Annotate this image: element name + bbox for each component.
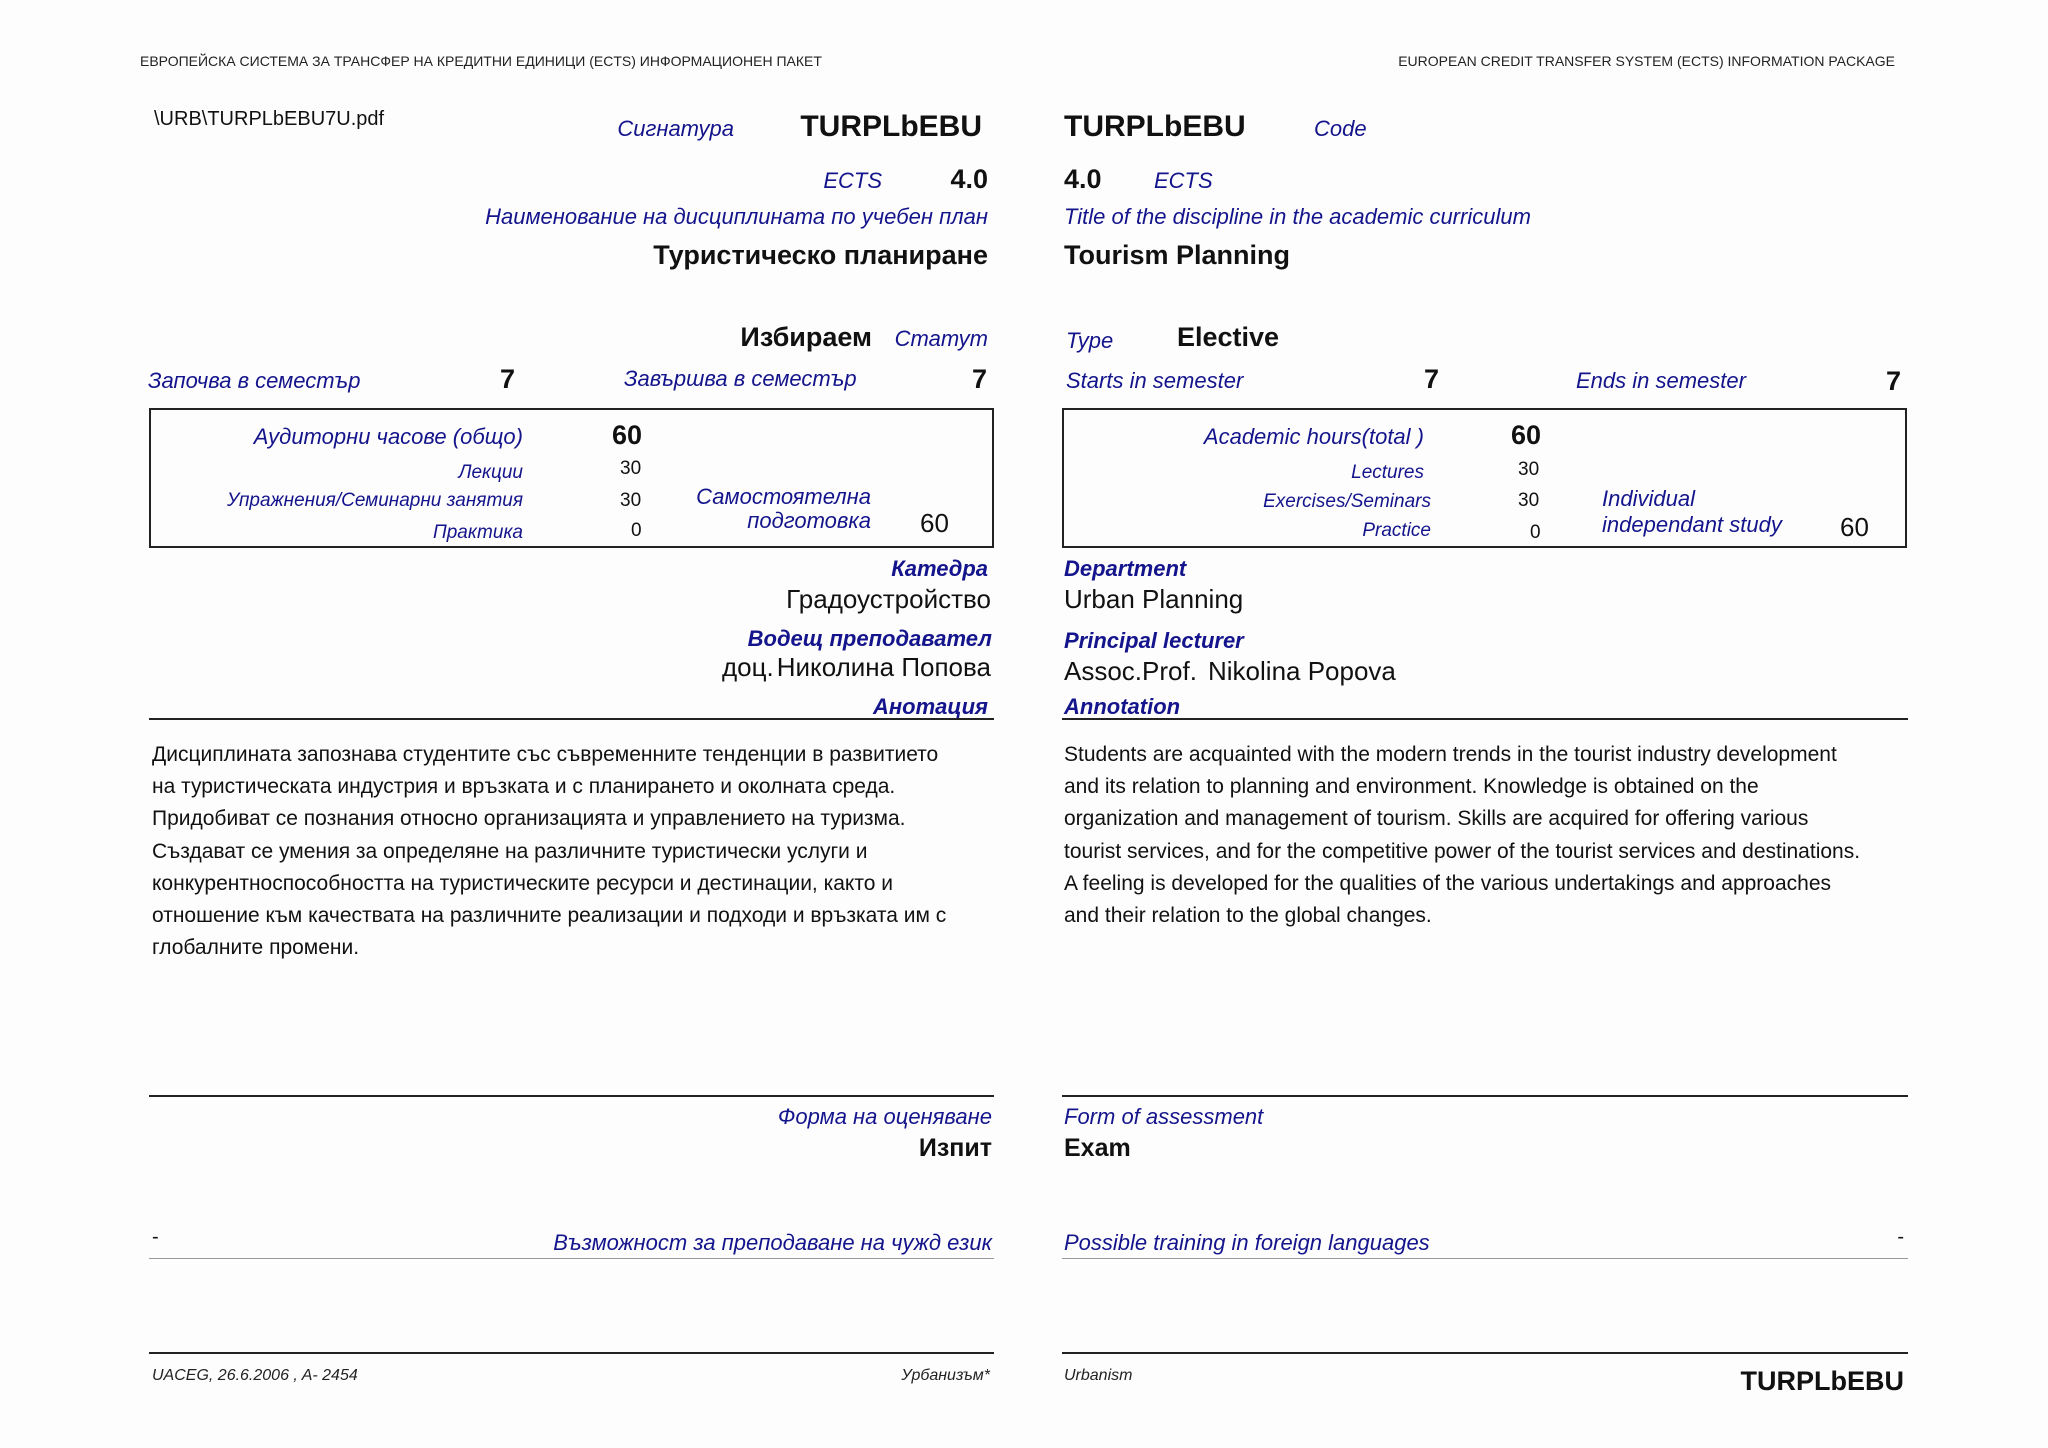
bg-ects: 4.0 <box>950 164 988 194</box>
file-path: \URB\TURPLbEBU7U.pdf <box>154 108 385 130</box>
en-practice-label: Practice <box>1362 520 1431 541</box>
bg-starts: 7 <box>500 364 516 394</box>
en-footer-rule <box>1062 1352 1908 1354</box>
en-code-label: Code <box>1314 116 1367 141</box>
en-annotation: Students are acquainted with the modern trends in the tourist industry development and its relation to planning and environment. Knowledge is obtained on the organization and management of tourism. Skills are acquired for offering various tourist services, and for the competitive power of the tourist services and destinations. A feeling is developed for the qualities of the various undertakings and approaches and their relation to the global changes. <box>1064 743 1861 928</box>
bg-annotation-rule <box>149 718 994 720</box>
en-assessment: Exam <box>1064 1134 1131 1162</box>
en-footer-code: TURPLbEBU <box>1740 1366 1904 1396</box>
en-self-study-label-2: independant study <box>1602 512 1782 537</box>
bg-annotation: Дисциплината запознава студентите със съвременните тенденции в развитието на туристическата индустрия и връзката и с планирането и околната среда. Придобиват се познания относно организацията и управлението на туризма. Създават се умения за определяне на различните туристически услуги и конкурентноспособността на туристическите ресурси и дестинации, както и отношение към качествата на различните реализации и подходи и връзката им с глобалните промени. <box>152 743 947 960</box>
bg-department: Градоустройство <box>786 584 991 614</box>
en-self-study: 60 <box>1840 512 1869 542</box>
bg-lecturer-name: Николина Попова <box>776 652 991 682</box>
en-ends-label: Ends in semester <box>1576 368 1746 393</box>
header-left: ЕВРОПЕЙСКА СИСТЕМА ЗА ТРАНСФЕР НА КРЕДИТНИ ЕДИНИЦИ (ECTS) ИНФОРМАЦИОНЕН ПАКЕТ <box>140 53 822 69</box>
bg-self-study-label-1: Самостоятелна <box>696 484 871 509</box>
en-assessment-rule <box>1062 1095 1908 1097</box>
en-self-study-label-1: Individual <box>1602 486 1695 511</box>
en-hours-total-label: Academic hours(total ) <box>1203 424 1424 449</box>
en-footer-left: Urbanism <box>1064 1367 1133 1384</box>
en-assessment-label: Form of assessment <box>1064 1104 1264 1129</box>
bg-footer-rule <box>149 1352 994 1354</box>
en-exercises-label: Exercises/Seminars <box>1263 491 1431 512</box>
en-foreign-label: Possible training in foreign languages <box>1064 1230 1430 1255</box>
bg-hours-total: 60 <box>612 420 643 450</box>
en-practice: 0 <box>1530 522 1541 543</box>
bg-assessment-label: Форма на оценяване <box>777 1104 992 1129</box>
bg-self-study-label-2: подготовка <box>747 508 871 533</box>
bg-footer-left: UACEG, 26.6.2006 , A- 2454 <box>152 1367 358 1384</box>
bg-foreign-rule <box>149 1258 994 1259</box>
bg-lectures-label: Лекции <box>458 462 523 483</box>
en-type: Elective <box>1177 322 1280 352</box>
en-starts: 7 <box>1424 364 1440 394</box>
bg-lecturer-title: доц. <box>722 652 774 682</box>
en-title: Tourism Planning <box>1064 240 1291 270</box>
bg-department-label: Катедра <box>891 556 988 581</box>
en-foreign-rule <box>1062 1258 1908 1259</box>
bg-practice: 0 <box>631 520 642 541</box>
en-starts-label: Starts in semester <box>1066 368 1244 393</box>
header-right: EUROPEAN CREDIT TRANSFER SYSTEM (ECTS) INFORMATION PACKAGE <box>1398 53 1895 69</box>
en-code: TURPLbEBU <box>1064 110 1246 143</box>
en-type-label: Type <box>1066 328 1114 353</box>
bg-assessment-rule <box>149 1095 994 1097</box>
bg-code-label: Сигнатура <box>617 116 734 141</box>
en-lecturer-label: Principal lecturer <box>1064 628 1244 653</box>
bg-practice-label: Практика <box>432 522 523 543</box>
en-annotation-label: Annotation <box>1064 694 1181 719</box>
bg-status: Избираем <box>740 322 872 352</box>
bg-status-label: Статут <box>894 326 988 351</box>
bg-lecturer-label: Водещ преподавател <box>747 626 992 651</box>
bg-exercises-label: Упражнения/Семинарни занятия <box>227 490 523 511</box>
en-department-label: Department <box>1064 556 1187 581</box>
bg-lectures: 30 <box>620 458 642 479</box>
en-hours-total: 60 <box>1511 420 1542 450</box>
bg-self-study: 60 <box>920 508 949 538</box>
en-lectures-label: Lectures <box>1351 462 1424 483</box>
bg-footer-right: Урбанизъм* <box>901 1367 990 1384</box>
bg-annotation-label: Анотация <box>872 694 988 719</box>
bg-foreign-value: - <box>152 1226 159 1248</box>
en-foreign-value: - <box>1897 1226 1904 1248</box>
bg-title-label: Наименование на дисциплината по учебен план <box>485 204 988 229</box>
en-lecturer-title: Assoc.Prof. <box>1064 656 1197 686</box>
en-annotation-rule <box>1062 718 1908 720</box>
bg-starts-label: Започва в семестър <box>148 368 361 393</box>
en-ects-label: ECTS <box>1154 168 1213 193</box>
en-ends: 7 <box>1886 366 1902 396</box>
bg-hours-total-label: Аудиторни часове (общо) <box>253 424 523 449</box>
bg-ends: 7 <box>972 364 988 394</box>
bg-title: Туристическо планиране <box>653 240 988 270</box>
bg-ects-label: ECTS <box>823 168 882 193</box>
en-lectures: 30 <box>1518 459 1540 480</box>
bg-code: TURPLbEBU <box>800 110 982 143</box>
bg-foreign-label: Възможност за преподаване на чужд език <box>553 1230 992 1255</box>
en-lecturer-name: Nikolina Popova <box>1208 656 1396 686</box>
en-ects: 4.0 <box>1064 164 1102 194</box>
en-exercises: 30 <box>1518 490 1540 511</box>
bg-assessment: Изпит <box>918 1134 992 1162</box>
en-title-label: Title of the discipline in the academic curriculum <box>1064 204 1531 229</box>
bg-ends-label: Завършва в семестър <box>624 366 857 391</box>
en-department: Urban Planning <box>1064 584 1244 614</box>
bg-exercises: 30 <box>620 490 642 511</box>
